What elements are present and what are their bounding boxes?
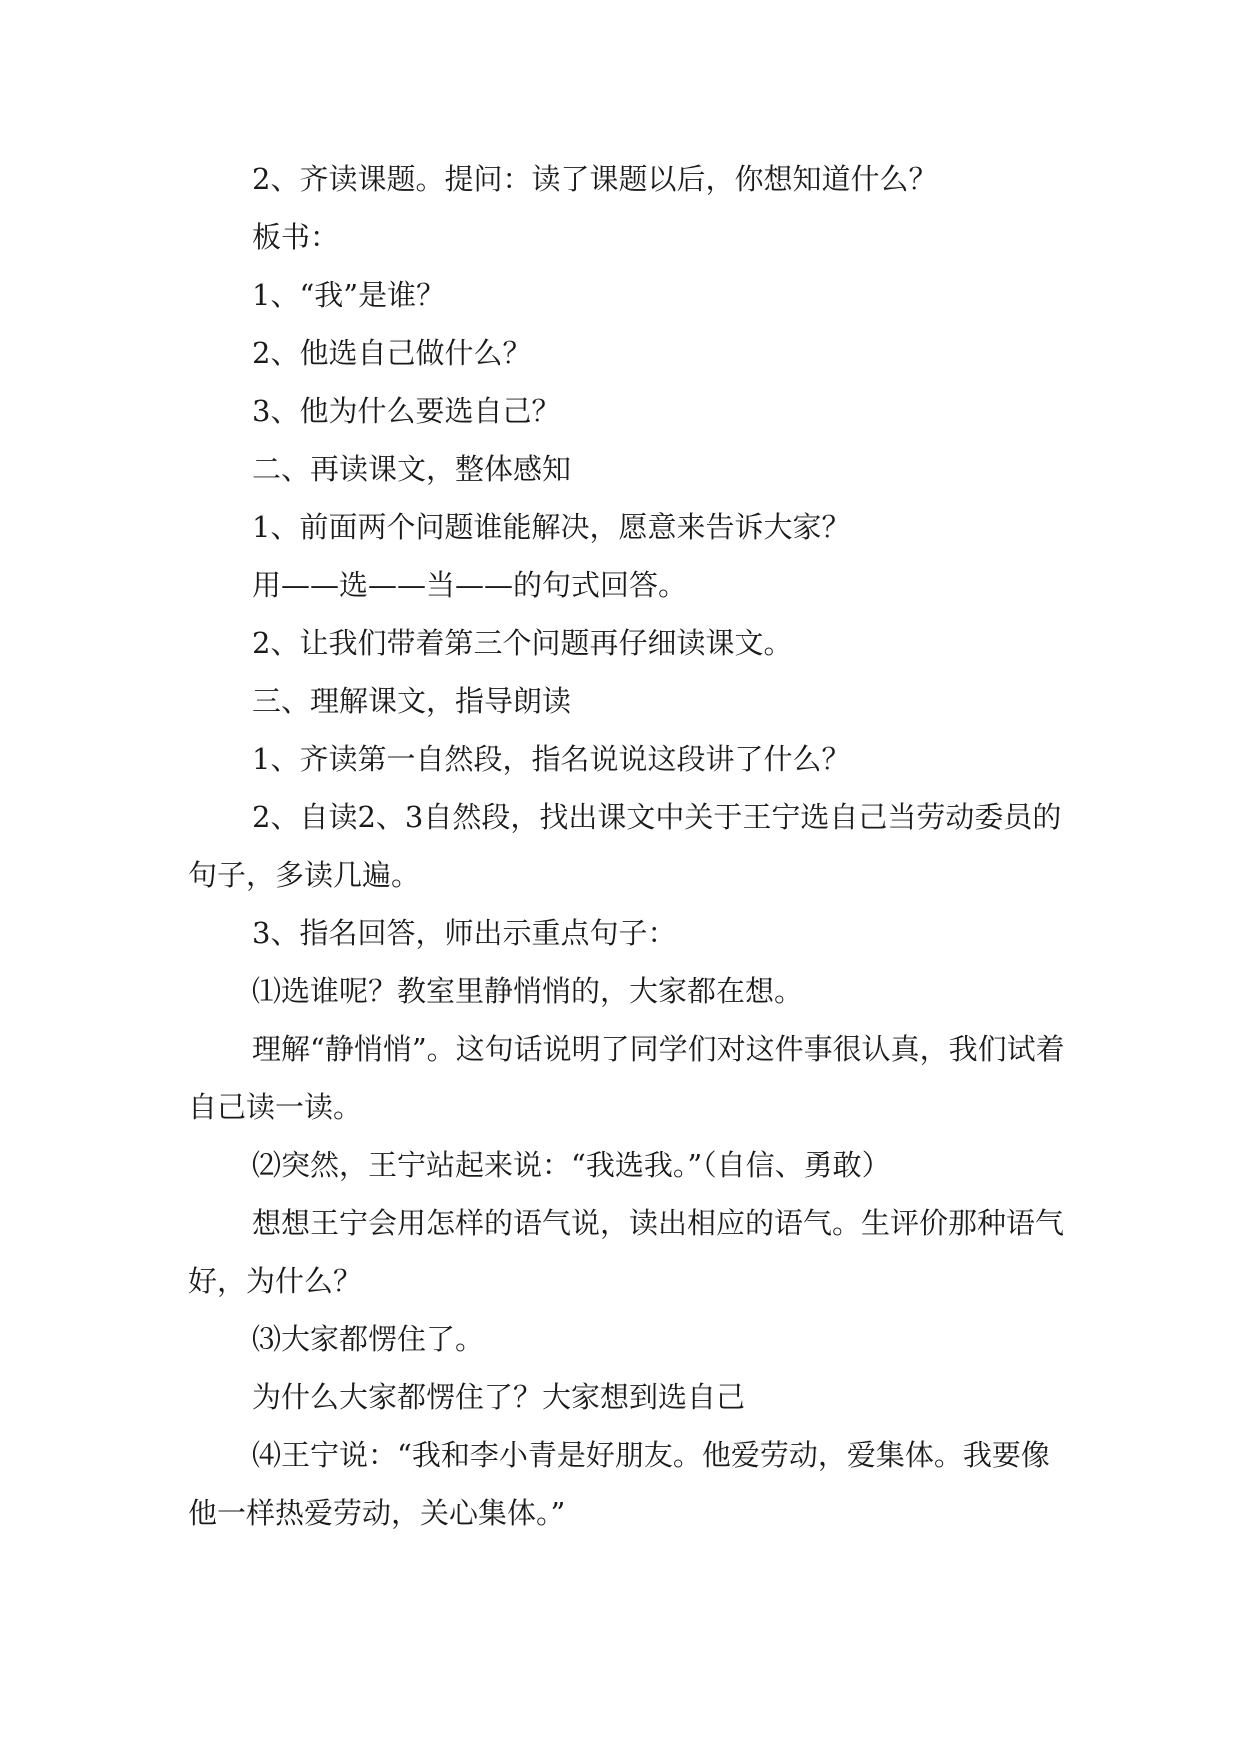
paragraph-answer-pattern: 用——选——当——的句式回答。 [252,568,688,602]
paragraph-why-stunned: 为什么大家都愣住了？大家想到选自己 [252,1380,746,1414]
paragraph-question-3: 3、他为什么要选自己？ [252,394,561,428]
key-sentence-1: ⑴选谁呢？教室里静悄悄的，大家都在想。 [252,974,804,1008]
paragraph-tone: 想想王宁会用怎样的语气说，读出相应的语气。生评价那种语气好，为什么？ [188,1206,1065,1298]
section-heading-2: 二、再读课文，整体感知 [252,452,572,486]
section-heading-3: 三、理解课文，指导朗读 [252,684,572,718]
paragraph-step-2-1: 1、前面两个问题谁能解决，愿意来告诉大家？ [252,510,851,544]
document-body [188,150,1068,1542]
key-sentence-2: ⑵突然，王宁站起来说：“我选我。”（自信、勇敢） [252,1148,891,1182]
key-sentence-4: ⑷王宁说：“我和李小青是好朋友。他爱劳动，爱集体。我要像他一样热爱劳动，关心集体。” [188,1438,1050,1530]
paragraph-step-3-1: 1、齐读第一自然段，指名说说这段讲了什么？ [252,742,851,776]
paragraph-understand-quiet: 理解“静悄悄”。这句话说明了同学们对这件事很认真，我们试着自己读一读。 [188,1032,1065,1124]
paragraph-question-2: 2、他选自己做什么？ [252,336,532,370]
paragraph-step-2-2: 2、让我们带着第三个问题再仔细读课文。 [252,626,793,660]
paragraph-question-1: 1、“我”是谁？ [252,278,446,312]
key-sentence-3: ⑶大家都愣住了。 [252,1322,485,1356]
paragraph-blackboard: 板书： [252,220,340,254]
paragraph-step-3-2: 2、自读2、3自然段，找出课文中关于王宁选自己当劳动委员的句子，多读几遍。 [188,800,1062,892]
paragraph-step-3-3: 3、指名回答，师出示重点句子： [252,916,677,950]
paragraph-recite-title: 2、齐读课题。提问：读了课题以后，你想知道什么？ [252,162,938,196]
